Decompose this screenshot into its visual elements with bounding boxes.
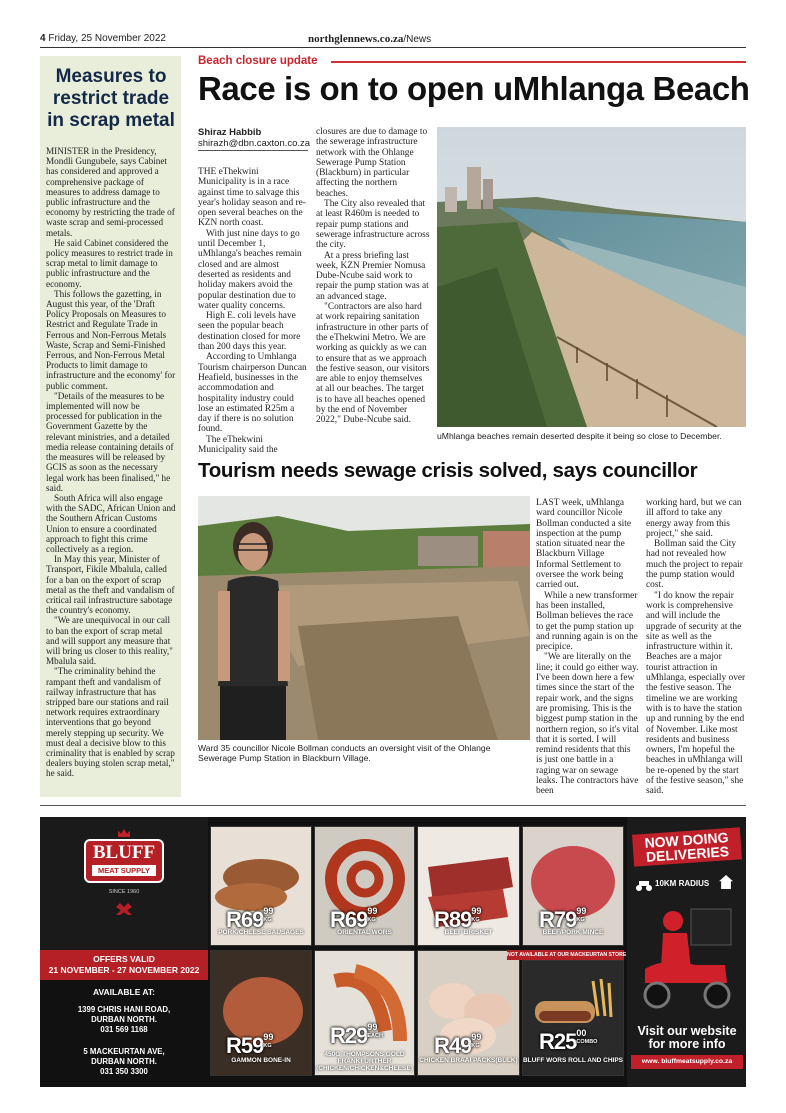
offers-band bbox=[40, 950, 208, 980]
price-unit: KG bbox=[263, 1043, 272, 1049]
price-tag bbox=[226, 1033, 273, 1059]
paragraph: While a new transformer has been installed, Bollman believes the race to get the pump station up and running again is on the precipice. bbox=[536, 590, 638, 653]
sidebar-title: Measures to restrict trade in scrap metal bbox=[47, 66, 175, 131]
stores-block bbox=[40, 987, 208, 1077]
crown-icon bbox=[118, 829, 130, 837]
kicker-rule bbox=[331, 61, 746, 63]
beach-photo-caption: uMhlanga beaches remain deserted despite it being so close to December. bbox=[437, 431, 722, 441]
section-name: /News bbox=[403, 34, 432, 45]
website-link[interactable]: www. bluffmeatsupply.co.za bbox=[631, 1055, 743, 1069]
paragraph: In May this year, Minister of Transport, Fikile Mbalula, called for a ban on the export of scrap metal as the theft and vandalism of critical rail infrastructure sabotage the country's economy. bbox=[46, 554, 175, 616]
article2-col2 bbox=[646, 498, 746, 797]
sidebar-body bbox=[46, 146, 176, 779]
bluff-advert bbox=[40, 817, 746, 1087]
price-cents bbox=[367, 1023, 383, 1041]
scooter-icon bbox=[635, 877, 653, 891]
available-label: AVAILABLE AT: bbox=[92, 987, 155, 997]
cleaver-icon bbox=[114, 901, 134, 917]
price-cents-value: 99 bbox=[471, 1032, 482, 1042]
paragraph: According to Umhlanga Tourism chairperson Duncan Heafield, businesses in the accommodation and hospitality industry could lose an estimated R25m a day if there is no solution found. bbox=[198, 352, 307, 435]
price-cents bbox=[367, 907, 377, 925]
paragraph: "We are literally on the line; it could go either way. I've been down here a few times since the start of the repair work, and the signs are promising. This is the biggest pump station in the northern region, so it's vital that it is sorted. I will remind residents that this is just one battle in a raging war on sewage leaks. The contractors have been bbox=[536, 652, 639, 797]
paragraph: LAST week, uMhlanga ward councillor Nicole Bollman conducted a site inspection at the pump station situated near the Blackburn Village Informal Settlement to oversee the work being carried out. bbox=[536, 498, 632, 591]
ad-separator-rule bbox=[40, 805, 746, 806]
paragraph: "We are unequivocal in our call to ban the export of scrap metal and will support any measure that will bring us closer to this reality," Mbalula said. bbox=[46, 615, 173, 667]
price-cents-value: 99 bbox=[263, 906, 274, 916]
page-header bbox=[40, 33, 746, 47]
price-cents bbox=[263, 1033, 273, 1051]
store2-phone[interactable]: 031 350 3300 bbox=[100, 1067, 148, 1076]
brand-logo bbox=[84, 839, 164, 883]
price-rand: R25 bbox=[539, 1029, 577, 1054]
product-label: GAMMON BONE-IN bbox=[231, 1057, 291, 1064]
product-label: ORIENTAL WORS bbox=[337, 929, 392, 936]
price-unit: KG bbox=[471, 917, 480, 923]
product-label: CHICKEN BRAAI PACKS(BULK) bbox=[419, 1057, 518, 1064]
price-tag bbox=[434, 1033, 481, 1059]
paragraph: Bollman said the City had not revealed how much the project to repair the pump station would cost. bbox=[646, 539, 743, 591]
paragraph: MINISTER in the Presidency, Mondli Gungubele, says Cabinet has considered and approved a comprehensive package of measures to address damage to public infrastructure and the economy by restricting the trade of waste scrap and semi-processed metals. bbox=[46, 146, 175, 238]
paragraph: This follows the gazetting, in August this year, of the 'Draft Policy Proposals on Measures to Restrict and Regulate Trade in Ferrous and Non-Ferrous Metals Waste, Scrap and Semi-Finished Ferrous, and Non-Ferrous Metal Products to limit damage to infrastructure and the economy' for public comment. bbox=[46, 288, 176, 391]
price-tag bbox=[539, 1029, 597, 1055]
price-cents bbox=[263, 907, 273, 925]
price-unit: KG bbox=[367, 917, 376, 923]
visit-website-text: Visit our website for more info bbox=[637, 1024, 737, 1051]
price-rand: R79 bbox=[539, 907, 577, 932]
paragraph: At a press briefing last week, KZN Premier Nomusa Dube-Ncube said work to repair the pump station was at an advanced stage. bbox=[316, 250, 429, 302]
paragraph: closures are due to damage to the sewerage infrastructure network with the Ohlange Sewerage Pump Station (Blackburn) in particular affecting the northern beaches. bbox=[316, 127, 428, 199]
price-rand: R69 bbox=[330, 907, 368, 932]
price-unit: KG bbox=[471, 1043, 480, 1049]
price-cents-value: 00 bbox=[576, 1028, 587, 1038]
product-label: 450G THOMPSONS GOLD FRANKFURTHER (CHICKEN/CHICKEN&CHEESE) bbox=[316, 1051, 413, 1072]
price-cents bbox=[576, 907, 586, 925]
header-rule bbox=[40, 47, 746, 48]
paragraph: "Details of the measures to be implemented will now be processed for publication in the Government Gazette by the relevant ministries, and a detailed media release containing details of the measures will be released by GCIS as soon as the necessary legal work has been finalised," he said. bbox=[46, 390, 174, 493]
brand-sub: MEAT SUPPLY bbox=[92, 865, 156, 876]
byline-author: Shiraz Habbib bbox=[198, 127, 262, 138]
price-unit: KG bbox=[576, 917, 585, 923]
price-rand: R89 bbox=[434, 907, 472, 932]
paragraph: He said Cabinet considered the policy measures to restrict trade in scrap metal to limit damage to public infrastructure and the economy. bbox=[46, 237, 173, 289]
paragraph: "I do know the repair work is comprehensive and will include the upgrade of security at the site as well as the infrastructure within it. Beaches are a major tourist attraction in uMhlanga, especially over the festive season. The timeline we are working with is to have the station up and running by the end of November. Like most residents and business owners, I'm hopeful the beaches in uMhlanga will be re-opened by the start of the festive season," she said. bbox=[646, 590, 746, 797]
delivery-panel bbox=[627, 817, 746, 1087]
paragraph: South Africa will also engage with the SADC, African Union and the Southern African Customs Union to ensure a coordinated approach to fight this crime collectively as a region. bbox=[46, 492, 176, 554]
paragraph: "The criminality behind the rampant theft and vandalism of railway infrastructure that has stripped bare our stations and rail network requires extraordinary interventions that go beyond merely stepping up security. We must deal a decisive blow to this criminality that is enabled by scrap dealers buying stolen scrap metal," he said. bbox=[46, 666, 175, 779]
price-rand: R59 bbox=[226, 1033, 264, 1058]
price-unit: EACH bbox=[367, 1033, 383, 1039]
price-tag bbox=[330, 1023, 383, 1049]
paragraph: working hard, but we can ill afford to take any energy away from this project," she said. bbox=[646, 498, 742, 539]
mackeurtan-banner: NOT AVAILABLE AT OUR MACKEURTAN STORE bbox=[507, 952, 627, 958]
article1-col1 bbox=[198, 167, 308, 455]
paragraph: THE eThekwini Municipality is in a race against time to salvage this year's holiday season and re-open several beaches on the KZN north coast. bbox=[198, 167, 306, 229]
house-icon bbox=[719, 875, 733, 889]
price-unit: COMBO bbox=[576, 1039, 598, 1045]
product-label: BLUFF WORS ROLL AND CHIPS bbox=[522, 1057, 624, 1064]
store2-line2: DURBAN NORTH. bbox=[91, 1057, 157, 1066]
since-label: SINCE 1960 bbox=[108, 889, 140, 895]
councillor-photo bbox=[198, 496, 530, 740]
product-label: BEEF BRISKET bbox=[444, 929, 493, 936]
price-cents bbox=[471, 1033, 481, 1051]
price-cents-value: 99 bbox=[263, 1032, 274, 1042]
site-name: northglennews.co.za/News bbox=[308, 33, 432, 45]
store1-line2: DURBAN NORTH. bbox=[91, 1015, 157, 1024]
byline-rule bbox=[198, 150, 308, 151]
beach-photo bbox=[437, 127, 746, 427]
brand-name: BLUFF bbox=[92, 842, 156, 863]
price-rand: R29 bbox=[330, 1023, 368, 1048]
brand-panel bbox=[40, 817, 208, 957]
paragraph: The City also revealed that at least R460m is needed to repair pump stations and sewerage infrastructure across the city. bbox=[316, 199, 430, 251]
price-cents-value: 99 bbox=[367, 1022, 378, 1032]
paragraph: The eThekwini Municipality said the bbox=[198, 434, 278, 456]
product-label: PORK/CHEESE SAUSAGES bbox=[218, 929, 304, 936]
price-cents bbox=[576, 1029, 597, 1047]
byline-email[interactable]: shirazh@dbn.caxton.co.za bbox=[198, 138, 311, 149]
offers-title: OFFERS VALID bbox=[93, 954, 155, 964]
price-unit: KG bbox=[263, 917, 272, 923]
offers-dates: 21 NOVEMBER - 27 NOVEMBER 2022 bbox=[48, 965, 200, 975]
radius-label: 10KM RADIUS bbox=[655, 879, 710, 888]
price-cents-value: 99 bbox=[471, 906, 482, 916]
paragraph: "Contractors are also hard at work repairing sanitation infrastructure in other parts of the eThekwini Metro. We are working as quickly as we can to ensure that as we approach the festive season, our visitors are able to enjoy themselves at all our beaches. The target is to have all beaches opened by the end of November 2022," Dube-Ncube said. bbox=[316, 302, 430, 426]
councillor-photo-caption: Ward 35 councillor Nicole Bollman conducts an oversight visit of the Ohlange Sewerage Pump Station in Blackburn Village. bbox=[198, 743, 491, 763]
article2-headline: Tourism needs sewage crisis solved, says councillor bbox=[198, 459, 698, 482]
article1-col2 bbox=[316, 127, 430, 426]
price-rand: R69 bbox=[226, 907, 264, 932]
delivery-scooter-image bbox=[635, 899, 739, 1015]
store1-line1: 1399 CHRIS HANI ROAD, bbox=[77, 1005, 171, 1014]
paragraph: High E. coli levels have seen the popular beach destination closed for more than 200 days this year. bbox=[198, 311, 301, 353]
paragraph: With just nine days to go until December 1, uMhlanga's beaches remain closed and are almost deserted as residents and holiday makers avoid the popular destination due to water quality concerns. bbox=[198, 228, 302, 311]
article2-col1 bbox=[536, 498, 639, 797]
price-cents-value: 99 bbox=[367, 906, 378, 916]
page-number: 4 bbox=[40, 33, 46, 44]
issue-date: Friday, 25 November 2022 bbox=[48, 33, 166, 44]
store1-phone[interactable]: 031 569 1168 bbox=[100, 1025, 148, 1034]
price-cents-value: 99 bbox=[576, 906, 587, 916]
deliveries-badge: NOW DOING DELIVERIES bbox=[632, 827, 742, 866]
price-cents bbox=[471, 907, 481, 925]
product-label: BEEF/PORK MINCE bbox=[542, 929, 604, 936]
article1-kicker: Beach closure update bbox=[198, 55, 318, 67]
article1-headline: Race is on to open uMhlanga Beach bbox=[198, 70, 750, 107]
price-rand: R49 bbox=[434, 1033, 472, 1058]
store2-line1: 5 MACKEURTAN AVE, bbox=[83, 1047, 165, 1056]
